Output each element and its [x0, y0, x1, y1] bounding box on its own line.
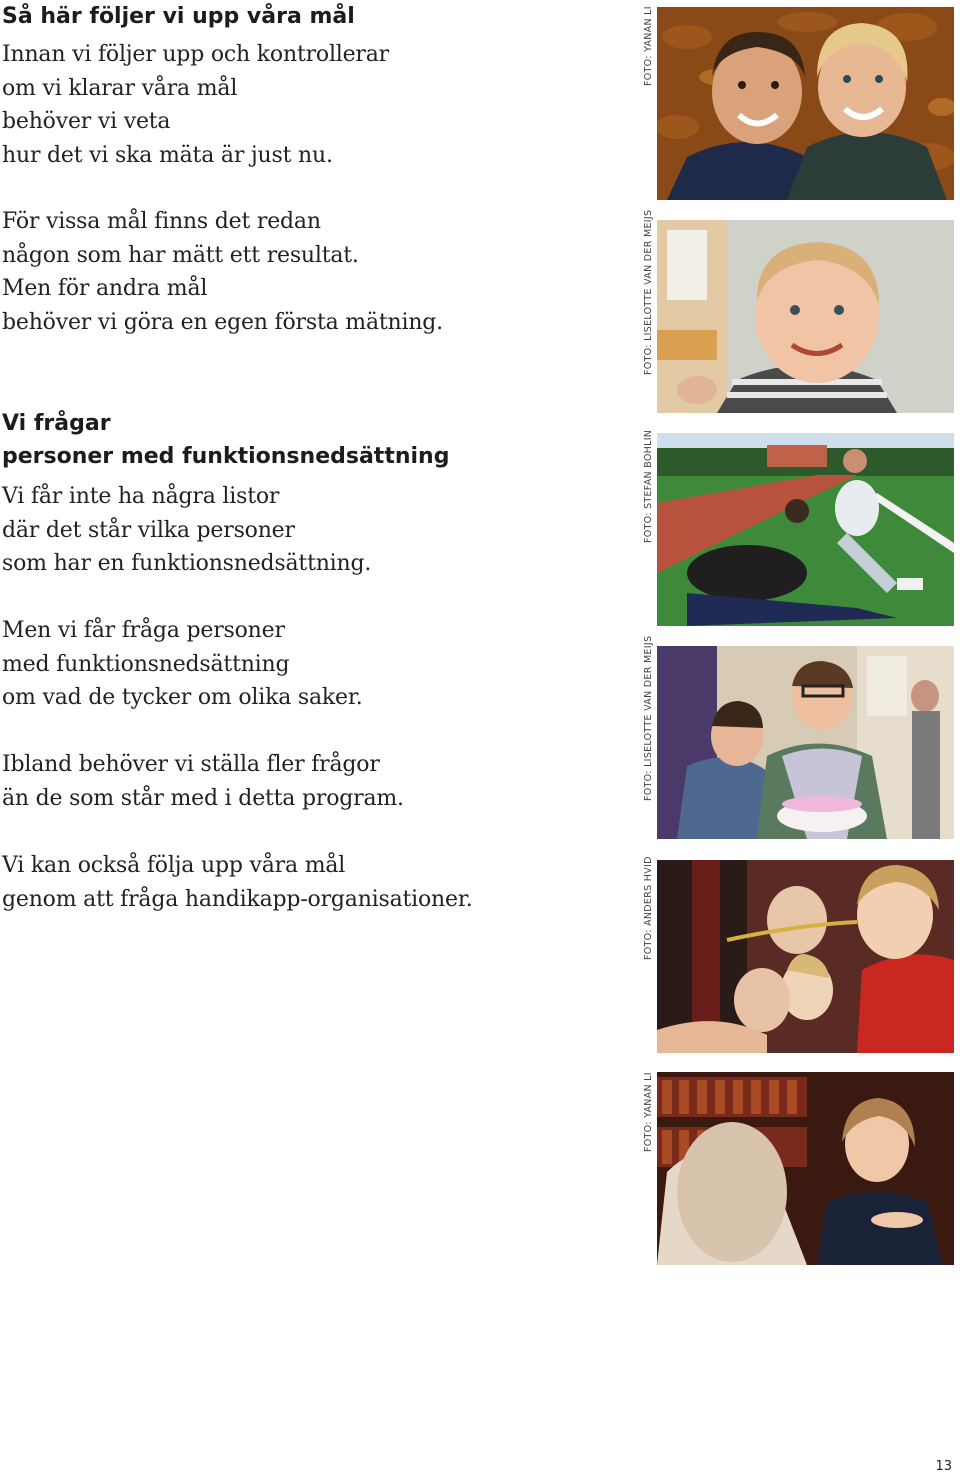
paragraph-more-questions: Ibland behöver vi ställa fler frågor än de som står med i detta program.: [2, 752, 404, 811]
photo-two-boys-in-leaves: [657, 7, 954, 200]
section-heading-ask-people: Vi frågar personer med funktionsnedsättning: [2, 411, 450, 469]
photo-credit-5: FOTO: ANDERS HVID: [643, 856, 654, 960]
section-heading-follow-up: Så här följer vi upp våra mål: [2, 4, 355, 29]
paragraph-organisations: Vi kan också följa upp våra mål genom att fråga handikapp-organisationer.: [2, 853, 473, 912]
photo-credit-2: FOTO: LISELOTTE VAN DER MEIJS: [643, 209, 654, 375]
photo-smiling-toddler: [657, 220, 954, 413]
photo-child-playing-bassoon: [657, 860, 954, 1053]
photo-credit-3: FOTO: STEFAN BOHLIN: [643, 429, 654, 543]
paragraph-first-measurement: För vissa mål finns det redan någon som har mätt ett resultat. Men för andra mål behöver vi göra en egen första mätning.: [2, 209, 443, 335]
photo-men-with-cake: [657, 646, 954, 839]
paragraph-no-lists: Vi får inte ha några listor där det står vilka personer som har en funktionsnedsättning.: [2, 484, 372, 576]
page-number: 13: [935, 1459, 952, 1474]
photo-woman-in-library: [657, 1072, 954, 1265]
photo-credit-6: FOTO: YANAN LI: [643, 1072, 654, 1152]
paragraph-measure-now: Innan vi följer upp och kontrollerar om vi klarar våra mål behöver vi veta hur det vi ska mäta är just nu.: [2, 42, 389, 168]
paragraph-may-ask: Men vi får fråga personer med funktionsnedsättning om vad de tycker om olika saker.: [2, 618, 363, 710]
photo-stretching-on-field: [657, 433, 954, 626]
photo-credit-1: FOTO: YANAN LI: [643, 6, 654, 86]
photo-credit-4: FOTO: LISELOTTE VAN DER MEIJS: [643, 635, 654, 801]
